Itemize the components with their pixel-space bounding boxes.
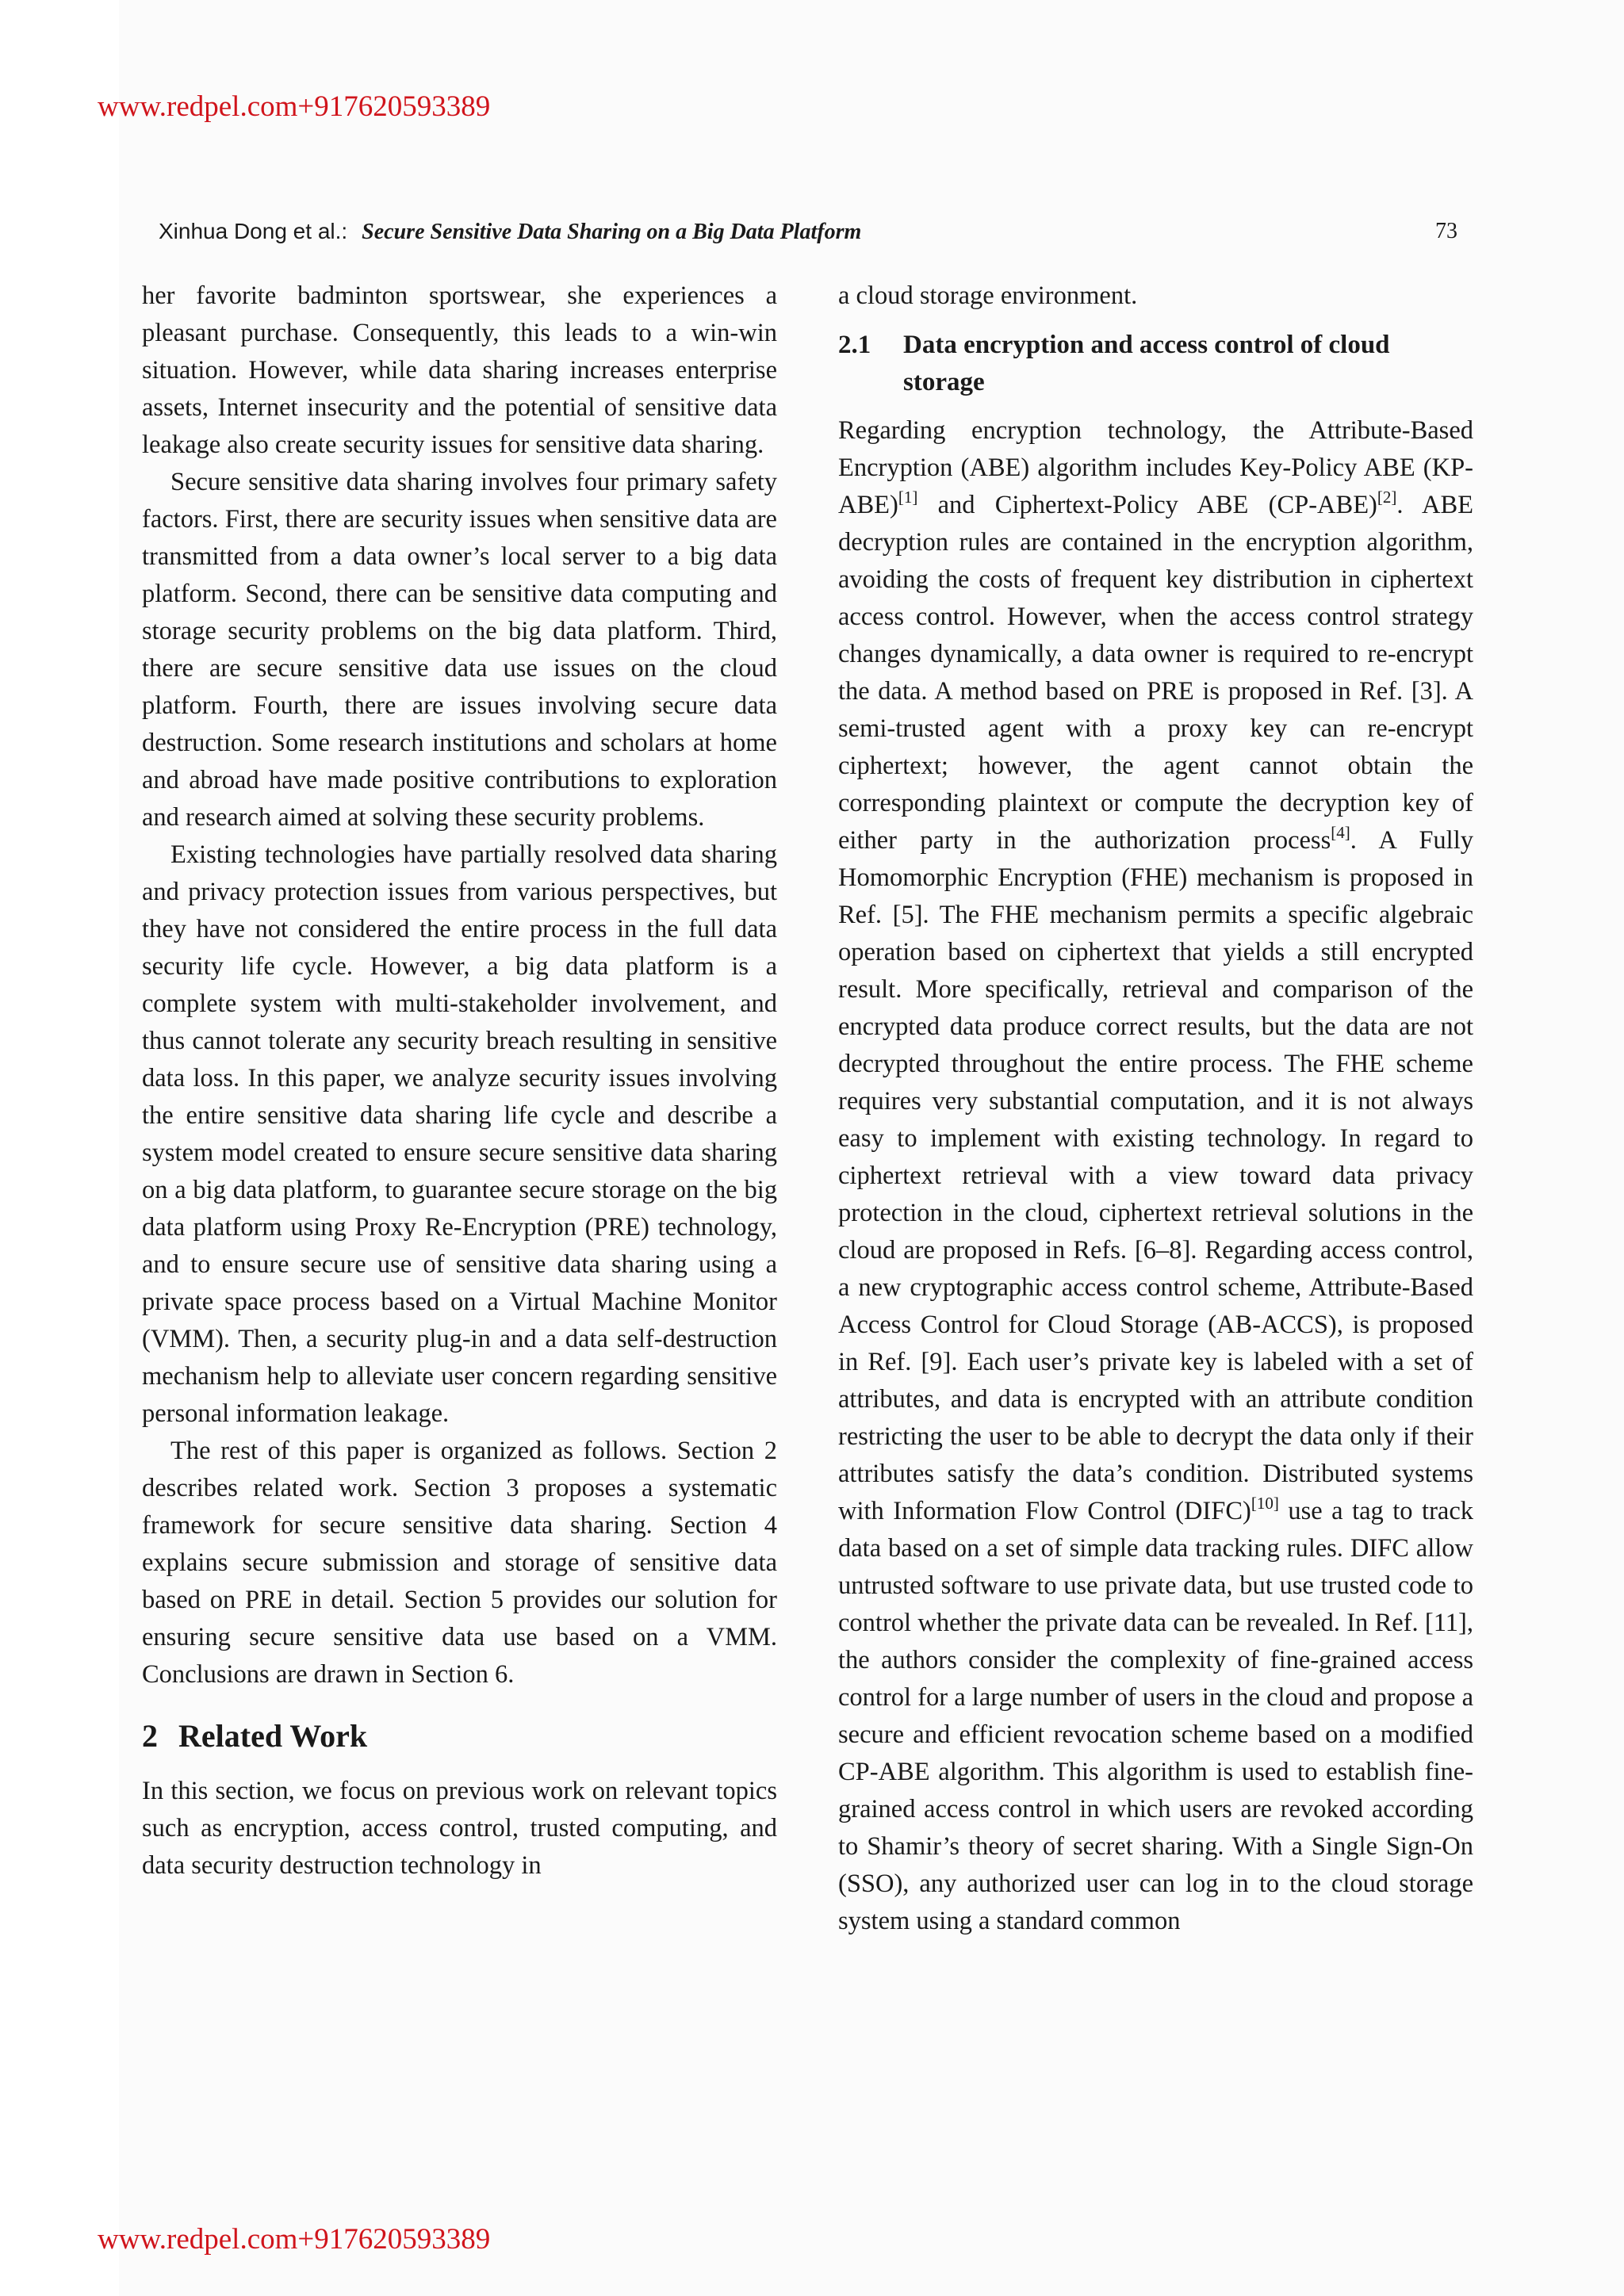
- citation-ref: [1]: [898, 488, 918, 507]
- page-number: 73: [1435, 219, 1457, 243]
- right-column: [838, 277, 1473, 1940]
- watermark-link-bottom[interactable]: www.redpel.com+917620593389: [98, 2223, 491, 2256]
- paragraph: her favorite badminton sportswear, she experiences a pleasant purchase. Consequently, this leads to a win-win situation. However, while data sharing increases enterprise assets, Internet insecurity and the potential of sensitive data leakage also create security issues for sensitive data sharing.: [142, 281, 777, 459]
- subsection-heading: [838, 327, 1473, 401]
- section-heading: [142, 1716, 777, 1757]
- subsection-title: Data encryption and access control of cloud storage: [903, 331, 1390, 396]
- header-authors: Xinhua Dong et al.:: [159, 219, 348, 243]
- header-title: Secure Sensitive Data Sharing on a Big Data Platform: [362, 220, 862, 244]
- citation-ref: [2]: [1377, 488, 1397, 507]
- running-header: [159, 216, 1457, 247]
- paragraph: Regarding encryption technology, the Attribute-Based Encryption (ABE) algorithm includes Key-Policy ABE (KP-ABE)[1] and Ciphertext-Policy ABE (CP-ABE)[2]. ABE decryption rules are contained in the encryption algorithm, avoiding the costs of frequent key distribution in ciphertext access control. However, when the access control strategy changes dynamically, a data owner is required to re-encrypt the data. A method based on PRE is proposed in Ref. [3]. A semi-trusted agent with a proxy key can re-encrypt ciphertext; however, the agent cannot obtain the corresponding plaintext or compute the decryption key of either party in the authorization process[4]. A Fully Homomorphic Encryption (FHE) mechanism is proposed in Ref. [5]. The FHE mechanism permits a specific algebraic operation based on ciphertext that yields a still encrypted result. More specifically, retrieval and comparison of the encrypted data produce correct results, but the data are not decrypted throughout the entire process. The FHE scheme requires very substantial computation, and it is not always easy to implement with existing technology. In regard to ciphertext retrieval with a view toward data privacy protection in the cloud, ciphertext retrieval solutions in the cloud are proposed in Refs. [6–8]. Regarding access control, a new cryptographic access control scheme, Attribute-Based Access Control for Cloud Storage (AB-ACCS), is proposed in Ref. [9]. Each user’s private key is labeled with a set of attributes, and data is encrypted with an attribute condition restricting the user to be able to decrypt the data only if their attributes satisfy the data’s condition. Distributed systems with Information Flow Control (DIFC)[10] use a tag to track data based on a set of simple data tracking rules. DIFC allow untrusted software to use private data, but use trusted code to control whether the private data can be revealed. In Ref. [11], the authors consider the complexity of fine-grained access control for a large number of users in the cloud and propose a secure and efficient revocation scheme based on a modified CP-ABE algorithm. This algorithm is used to establish fine-grained access control in which users are revoked according to Shamir’s theory of secret sharing. With a Single Sign-On (SSO), any authorized user can log in to the cloud storage system using a standard common: [838, 416, 1473, 1935]
- section-number: 2: [142, 1718, 158, 1754]
- paragraph: Existing technologies have partially resolved data sharing and privacy protection issues from various perspectives, but they have not considered the entire process in the full data security life cycle. However, a big data platform is a complete system with multi-stakeholder involvement, and thus cannot tolerate any security breach resulting in sensitive data loss. In this paper, we analyze security issues involving the entire sensitive data sharing life cycle and describe a system model created to ensure secure sensitive data sharing on a big data platform, to guarantee secure storage on the big data platform using Proxy Re-Encryption (PRE) technology, and to ensure secure use of sensitive data sharing using a private space process based on a Virtual Machine Monitor (VMM). Then, a security plug-in and a data self-destruction mechanism help to alleviate user concern regarding sensitive personal information leakage.: [142, 840, 777, 1428]
- paragraph: a cloud storage environment.: [838, 281, 1138, 310]
- section-title: Related Work: [178, 1718, 368, 1754]
- watermark-link-top[interactable]: www.redpel.com+917620593389: [98, 90, 491, 123]
- paragraph: The rest of this paper is organized as follows. Section 2 describes related work. Section 3 proposes a systematic framework for secure sensitive data sharing. Section 4 explains secure submission and storage of sensitive data based on PRE in detail. Section 5 provides our solution for ensuring secure sensitive data use based on a VMM. Conclusions are drawn in Section 6.: [142, 1437, 777, 1689]
- subsection-number: 2.1: [838, 331, 871, 359]
- paragraph: In this section, we focus on previous work on relevant topics such as encryption, access control, trusted computing, and data security destruction technology in: [142, 1777, 777, 1880]
- citation-ref: [4]: [1331, 823, 1350, 842]
- citation-ref: [10]: [1251, 1494, 1279, 1513]
- paragraph: Secure sensitive data sharing involves four primary safety factors. First, there are security issues when sensitive data are transmitted from a data owner’s local server to a big data platform. Second, there can be sensitive data computing and storage security problems on the big data platform. Third, there are secure sensitive data use issues on the cloud platform. Fourth, there are issues involving secure data destruction. Some research institutions and scholars at home and abroad have made positive contributions to exploration and research aimed at solving these security problems.: [142, 468, 777, 832]
- left-column: [142, 277, 777, 1885]
